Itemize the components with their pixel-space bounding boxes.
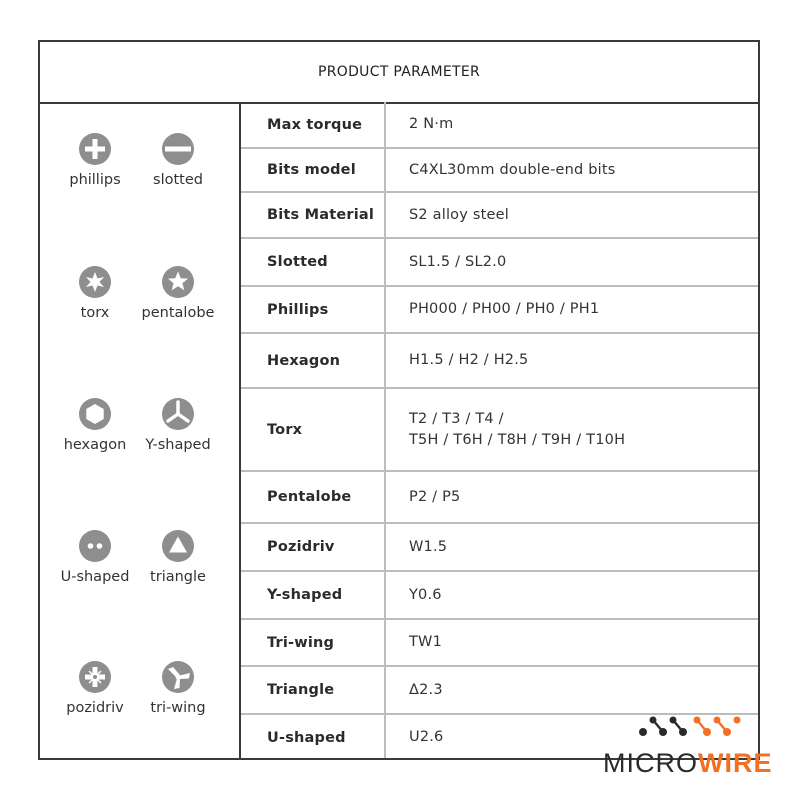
- param-value: W1.5: [409, 538, 448, 555]
- bit-type-triangle: [136, 529, 220, 585]
- param-label: Hexagon: [267, 352, 341, 369]
- table-row: [241, 334, 758, 389]
- bit-type-tri-wing: [136, 660, 220, 716]
- logo-text-wire: WIRE: [698, 748, 773, 778]
- table-row: [241, 524, 758, 572]
- bit-type-hexagon: [53, 397, 137, 453]
- bit-type-phillips: [53, 132, 137, 188]
- param-value: PH000 / PH00 / PH0 / PH1: [409, 301, 600, 317]
- param-value: C4XL30mm double-end bits: [409, 161, 616, 178]
- param-value: TW1: [409, 634, 443, 650]
- pozidriv-icon: [78, 660, 112, 694]
- table-row: [241, 239, 758, 287]
- param-value: 2 N·m: [409, 116, 454, 132]
- param-label: U-shaped: [267, 729, 346, 746]
- logo-mark-icon: [635, 712, 755, 746]
- logo-wordmark: [603, 748, 773, 779]
- icon-label: pentalobe: [141, 305, 215, 321]
- param-label: Pentalobe: [267, 489, 352, 505]
- table-row: [241, 572, 758, 620]
- param-label: Bits model: [267, 162, 356, 178]
- phillips-icon: [78, 132, 112, 166]
- table-row: [241, 667, 758, 715]
- product-parameter-panel: [38, 40, 760, 760]
- param-value: U2.6: [409, 729, 444, 745]
- table-row: [241, 149, 758, 193]
- icon-label: U-shaped: [60, 569, 130, 585]
- param-label: Torx: [267, 421, 303, 438]
- bit-type-pentalobe: [136, 265, 220, 321]
- param-label: Y-shaped: [267, 587, 343, 603]
- icon-label: hexagon: [63, 437, 127, 453]
- table-row: [241, 193, 758, 239]
- param-label: Phillips: [267, 301, 329, 318]
- icon-label: torx: [80, 305, 110, 321]
- bit-type-slotted: [136, 132, 220, 188]
- param-value: S2 alloy steel: [409, 206, 509, 223]
- param-value: P2 / P5: [409, 488, 461, 505]
- table-row: [241, 620, 758, 667]
- param-label: Max torque: [267, 116, 363, 133]
- icon-label: Y-shaped: [145, 437, 211, 453]
- param-value: T2 / T3 / T4 / T5H / T6H / T8H / T9H / T10H: [409, 410, 626, 448]
- parameter-table: [241, 102, 758, 758]
- bit-type-pozidriv: [53, 660, 137, 716]
- triangle-icon: [161, 529, 195, 563]
- bit-type-icon-grid: [40, 102, 241, 760]
- param-value: H1.5 / H2 / H2.5: [409, 352, 529, 368]
- tri-wing-icon: [161, 660, 195, 694]
- torx-icon: [78, 265, 112, 299]
- param-label: Bits Material: [267, 207, 375, 223]
- icon-label: pozidriv: [66, 700, 124, 716]
- icon-label: slotted: [153, 172, 203, 188]
- param-label: Slotted: [267, 254, 328, 270]
- bit-type-torx: [53, 265, 137, 321]
- bit-type-y-shaped: [136, 397, 220, 453]
- logo-text-micro: MICRO: [603, 748, 698, 778]
- param-value: SL1.5 / SL2.0: [409, 253, 507, 270]
- param-value: Y0.6: [409, 586, 442, 603]
- table-row: [241, 389, 758, 472]
- pentalobe-icon: [161, 265, 195, 299]
- icon-label: tri-wing: [150, 700, 206, 716]
- microwire-logo: [603, 712, 778, 780]
- bit-type-u-shaped: [53, 529, 137, 585]
- slotted-icon: [161, 132, 195, 166]
- u-shaped-icon: [78, 529, 112, 563]
- page-title: PRODUCT PARAMETER: [40, 42, 758, 104]
- param-value: Δ2.3: [409, 681, 443, 698]
- y-shaped-icon: [161, 397, 195, 431]
- param-label: Tri-wing: [267, 634, 335, 651]
- param-label: Triangle: [267, 682, 335, 698]
- hexagon-icon: [78, 397, 112, 431]
- table-row: [241, 287, 758, 334]
- icon-label: triangle: [150, 569, 206, 585]
- icon-label: phillips: [69, 172, 121, 188]
- param-label: Pozidriv: [267, 539, 335, 555]
- table-row: [241, 472, 758, 524]
- table-row: [241, 102, 758, 149]
